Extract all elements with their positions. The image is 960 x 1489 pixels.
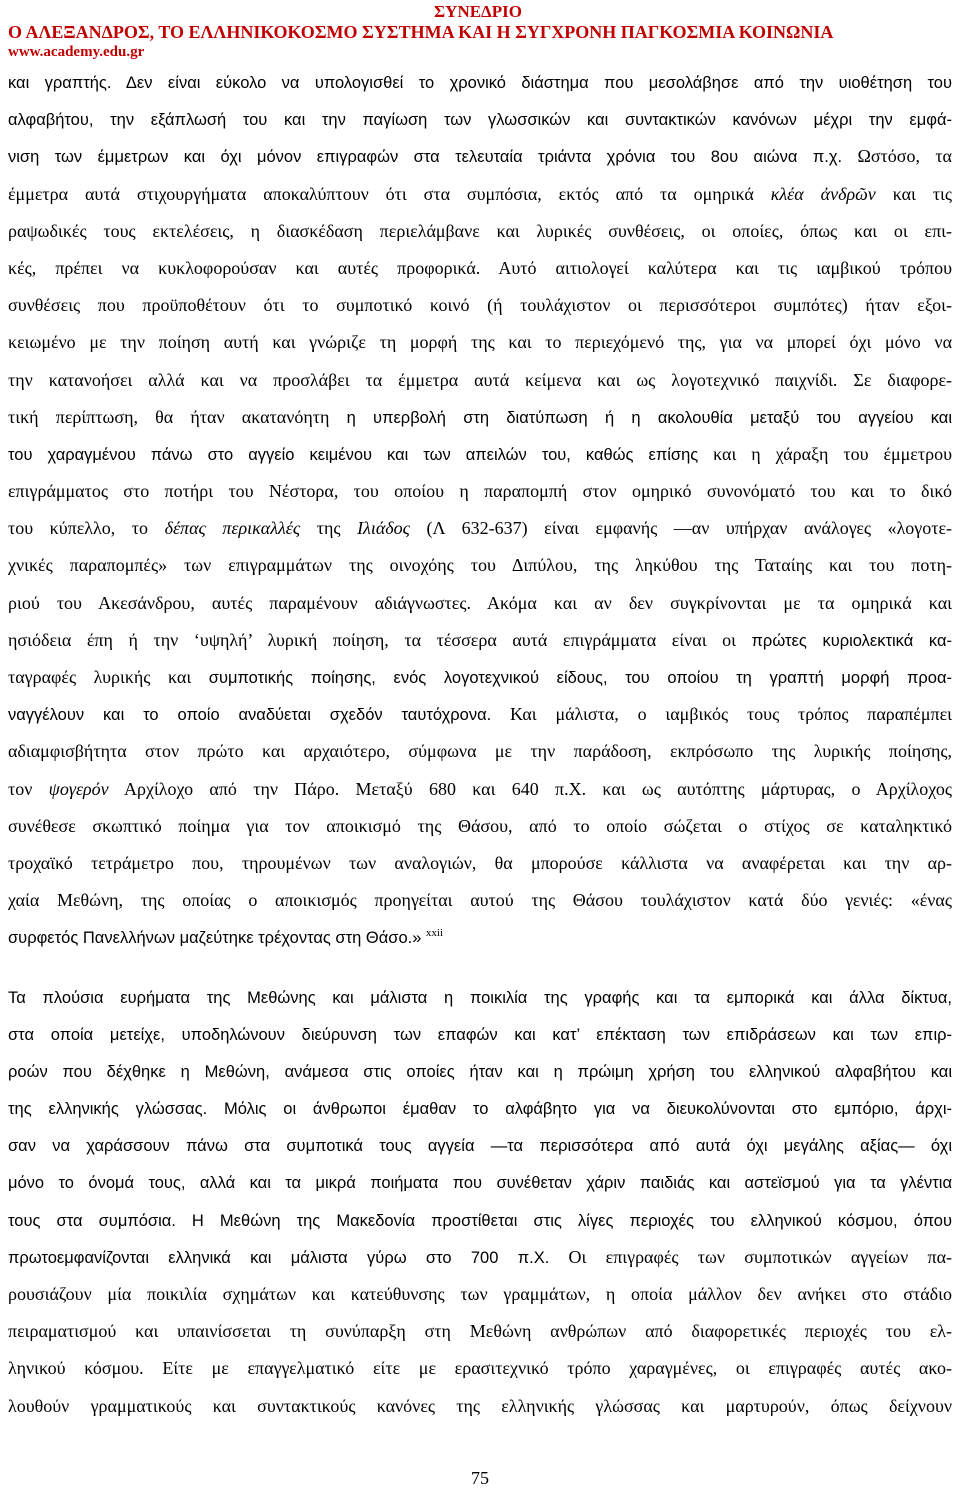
- text-line: [8, 250, 952, 287]
- paragraph: [8, 64, 952, 957]
- text-run: έμμετρα αυτά στιχουργήματα αποκαλύπτουν ότι στα συμπόσια, εκτός από τα ομηρικά: [8, 183, 754, 204]
- conference-subtitle: Ο ΑΛΕΞΑΝΔΡΟΣ, ΤΟ ΕΛΛΗΝΙΚΟΚΟΣΜΟ ΣΥΣΤΗΜΑ ΚΑΙ Η ΣΥΓΧΡΟΝΗ ΠΑΓΚΟΣΜΙΑ ΚΟΙΝΩΝΙΑ: [8, 22, 834, 42]
- text-run: ροών που δέχθηκε η Μεθώνη, ανάμεσα στις οποίες ήταν και η πρώιμη χρήση του ελληνικού αλφαβήτου και: [8, 1062, 952, 1081]
- text-line: [8, 213, 952, 250]
- text-line: [8, 473, 952, 510]
- text-line: [8, 399, 952, 436]
- text-line: [8, 733, 952, 770]
- text-run: συνέθεσε σκωπτικό ποίημα για τον αποικισμό της Θάσου, από το οποίο σώζεται ο στίχος σε καταληκτικό: [8, 815, 952, 836]
- text-run: ναγγέλουν και το οποίο αναδύεται σχεδόν ταυτόχρονα.: [8, 706, 492, 725]
- text-run: Τα πλούσια ευρήματα της Μεθώνης και μάλιστα η ποικιλία της γραφής και τα εμπορικά και άλλα δίκτυα,: [8, 988, 952, 1007]
- text-run: τους στα συμπόσια. Η Μεθώνη της Μακεδονία προστίθεται στις λίγες περιοχές του ελληνικού κόσμου, όπου: [8, 1211, 952, 1230]
- text-line: [8, 1202, 952, 1239]
- text-line: [8, 436, 952, 473]
- conference-title: ΣΥΝΕΔΡΙΟ: [434, 2, 522, 21]
- text-run: στα οποία μετείχε, υποδηλώνουν διεύρυνση των επαφών και κατ’ επέκταση των επιδράσεων και των επιρ-: [8, 1025, 952, 1044]
- text-run: και γραπτής. Δεν είναι εύκολο να υπολογισθεί το χρονικό διάστημα που μεσολάβησε από την υιοθέτηση του: [8, 74, 952, 92]
- text-line: [8, 1090, 952, 1127]
- text-line: [8, 696, 952, 733]
- text-run: νιση των έμμετρων και όχι μόνον επιγραφών στα τελευταία τριάντα χρόνια του 8ου αιώνα π.χ.: [8, 148, 843, 167]
- text-line: [8, 1388, 952, 1425]
- text-line: [8, 1350, 952, 1387]
- text-run: χνικές παραπομπές» των επιγραμμάτων της οινοχόης του Διπύλου, της ληκύθου της Ταταίης και του ποτη-: [8, 555, 952, 576]
- text-run: πρωτοεμφανίζονται ελληνικά και μάλιστα γύρω στο 700 π.Χ.: [8, 1248, 550, 1267]
- text-run: ληνικού κόσμου. Είτε με επαγγελματικό είτε με ερασιτεχνικό τρόπο χαραγμένες, οι επιγραφές αυτές ακο-: [8, 1358, 952, 1379]
- text-run: του κύπελλο, το: [8, 518, 149, 539]
- text-line: [8, 510, 952, 547]
- text-line: [8, 622, 952, 659]
- text-run: η υπερβολή στη διατύπωση ή η ακολουθία μεταξύ του αγγείου και: [346, 408, 952, 427]
- text-line: [8, 979, 952, 1016]
- document-body: [8, 64, 952, 1425]
- text-line: [8, 1239, 952, 1276]
- paragraph: [8, 979, 952, 1425]
- text-run: Αρχίλοχο από την Πάρο. Μεταξύ 680 και 640 π.Χ. και ως αυτόπτης μάρτυρας, ο Αρχίλοχος: [123, 778, 952, 799]
- text-line: [8, 1053, 952, 1090]
- text-line: [8, 176, 952, 213]
- text-line: [8, 101, 952, 138]
- text-run: της ελληνικής γλώσσας. Μόλις οι άνθρωποι έμαθαν το αλφάβητο για να διευκολύνονται στο εμπόριο, άρχι-: [8, 1100, 952, 1119]
- text-run: κειωμένο με την ποίηση αυτή και γνώριζε τη μορφή της και το περιεχόμενό της, για να μπορεί όχι μόνο να: [8, 332, 952, 353]
- text-line: [8, 362, 952, 399]
- text-line: [8, 138, 952, 175]
- text-line: [8, 919, 952, 956]
- italic-text-run: κλέα ἀνδρῶν: [770, 183, 876, 204]
- text-run: ησιόδεια έπη ή την ‘υψηλή’ λυρική ποίηση, τα τέσσερα αυτά επιγράμματα είναι οι: [8, 629, 736, 650]
- text-line: [8, 1127, 952, 1164]
- text-run: πρώτες κυριολεκτικά κα-: [751, 631, 952, 650]
- text-run: του χαραγμένου πάνω στο αγγείο κειμένου και των απειλών του, καθώς επίσης: [8, 445, 699, 464]
- text-run: και τις: [892, 183, 952, 204]
- text-run: σαν να χαράσσουν πάνω στα συμποτικά τους αγγεία —τα περισσότερα από αυτά όχι μεγάλης αξίας— όχι: [8, 1137, 952, 1156]
- text-run: αλφαβήτου, την εξάπλωσή του και την παγίωση των γλωσσικών και συντακτικών κανόνων μέχρι την εμφά-: [8, 111, 952, 130]
- text-run: την κατανοήσει αλλά και να προσλάβει τα έμμετρα αυτά κείμενα και ως λογοτεχνικό παιχνίδι. Σε διαφορε-: [8, 369, 952, 390]
- text-run: ραψωδικές τους εκτελέσεις, η διασκέδαση περιελάμβανε και λυρικές συνθέσεις, οι οποίες, όπως και οι επι-: [8, 220, 952, 241]
- text-line: [8, 808, 952, 845]
- italic-text-run: ψογερόν: [48, 778, 109, 799]
- text-run: ταγραφές λυρικής και: [8, 667, 192, 687]
- text-run: ρουσιάζουν μία ποικιλία σχημάτων και κατεύθυνσης των γραμμάτων, η οποία μάλλον δεν ανήκει στο στάδιο: [8, 1284, 952, 1304]
- italic-text-run: δέπας περικαλλές: [164, 518, 301, 539]
- text-run: επιγράμματος στο ποτήρι του Νέστορα, του οποίου η παραπομπή στον ομηρικό συνονόματό του και το δικό: [8, 481, 952, 502]
- text-line: [8, 585, 952, 622]
- text-run: (Λ 632-637) είναι εμφανής —αν υπήρχαν ανάλογες «λογοτε-: [426, 518, 952, 539]
- text-run: συρφετός Πανελλήνων μαζεύτηκε τρέχοντας στη Θάσο.»: [8, 929, 422, 948]
- text-line: [8, 845, 952, 882]
- text-line: [8, 1276, 952, 1313]
- text-run: συνθέσεις που προϋποθέτουν ότι το συμποτικό κοινό (ή τουλάχιστον οι περισσότεροι συμπότες) ήταν εξοι-: [8, 295, 952, 316]
- text-line: [8, 547, 952, 584]
- text-run: αδιαμφισβήτητα στον πρώτο και αρχαιότερο, σύμφωνα με την παράδοση, εκπρόσωπο της λυρικής ποίησης,: [8, 741, 952, 762]
- text-run: κές, πρέπει να κυκλοφορούσαν και αυτές προφορικά. Αυτό αιτιολογεί καλύτερα και τις ιαμβικού τρόπου: [8, 257, 952, 278]
- text-run: χαία Μεθώνη, της οποίας ο αποικισμός προηγείται αυτού της Θάσου τουλάχιστον κατά δύο γενιές: «ένας: [8, 890, 952, 911]
- text-run: μόνο το όνομά τους, αλλά και τα μικρά ποιήματα που συνέθεταν χάριν παιδιάς και αστεϊσμού για τα γλέντια: [8, 1174, 952, 1193]
- text-run: συμποτικής ποίησης, ενός λογοτεχνικού είδους, του οποίου τη γραπτή μορφή προα-: [208, 669, 952, 687]
- text-run: τροχαϊκό τετράμετρο που, τηρουμένων των αναλογιών, θα μπορούσε κάλλιστα να αναφέρεται και την αρ-: [8, 852, 952, 873]
- website-url: www.academy.edu.gr: [8, 44, 145, 60]
- text-line: [8, 882, 952, 919]
- text-run: Ωστόσο, τα: [857, 146, 952, 167]
- text-run: και η χάραξη του έμμετρου: [713, 443, 952, 464]
- text-line: [8, 324, 952, 361]
- text-run: ριού του Ακεσάνδρου, αυτές παραμένουν αδιάγνωστες. Ακόμα και αν δεν συγκρίνονται με τα ομηρικά και: [8, 592, 952, 613]
- endnote-reference: xxii: [425, 927, 444, 940]
- text-run: της: [316, 518, 341, 539]
- text-line: [8, 64, 952, 101]
- text-line: [8, 659, 952, 696]
- text-run: τον: [8, 778, 33, 799]
- text-run: τική περίπτωση, θα ήταν ακατανόητη: [8, 406, 330, 427]
- text-run: πειραματισμού και υπαινίσσεται τη συνύπαρξη στη Μεθώνη ανθρώπων από διαφορετικές περιοχές του ελ-: [8, 1321, 952, 1342]
- text-run: Και μάλιστα, ο ιαμβικός τους τρόπος παραπέμπει: [510, 704, 952, 725]
- text-line: [8, 1164, 952, 1201]
- text-line: [8, 771, 952, 808]
- text-line: [8, 1313, 952, 1350]
- text-run: λουθούν γραμματικούς και συντακτικούς κανόνες της ελληνικής γλώσσας και μαρτυρούν, όπως δείχνουν: [8, 1395, 952, 1416]
- page-number: 75: [471, 1468, 489, 1488]
- italic-text-run: Ιλιάδος: [357, 518, 410, 539]
- text-line: [8, 1016, 952, 1053]
- text-line: [8, 287, 952, 324]
- text-run: Οι επιγραφές των συμποτικών αγγείων πα-: [568, 1246, 952, 1267]
